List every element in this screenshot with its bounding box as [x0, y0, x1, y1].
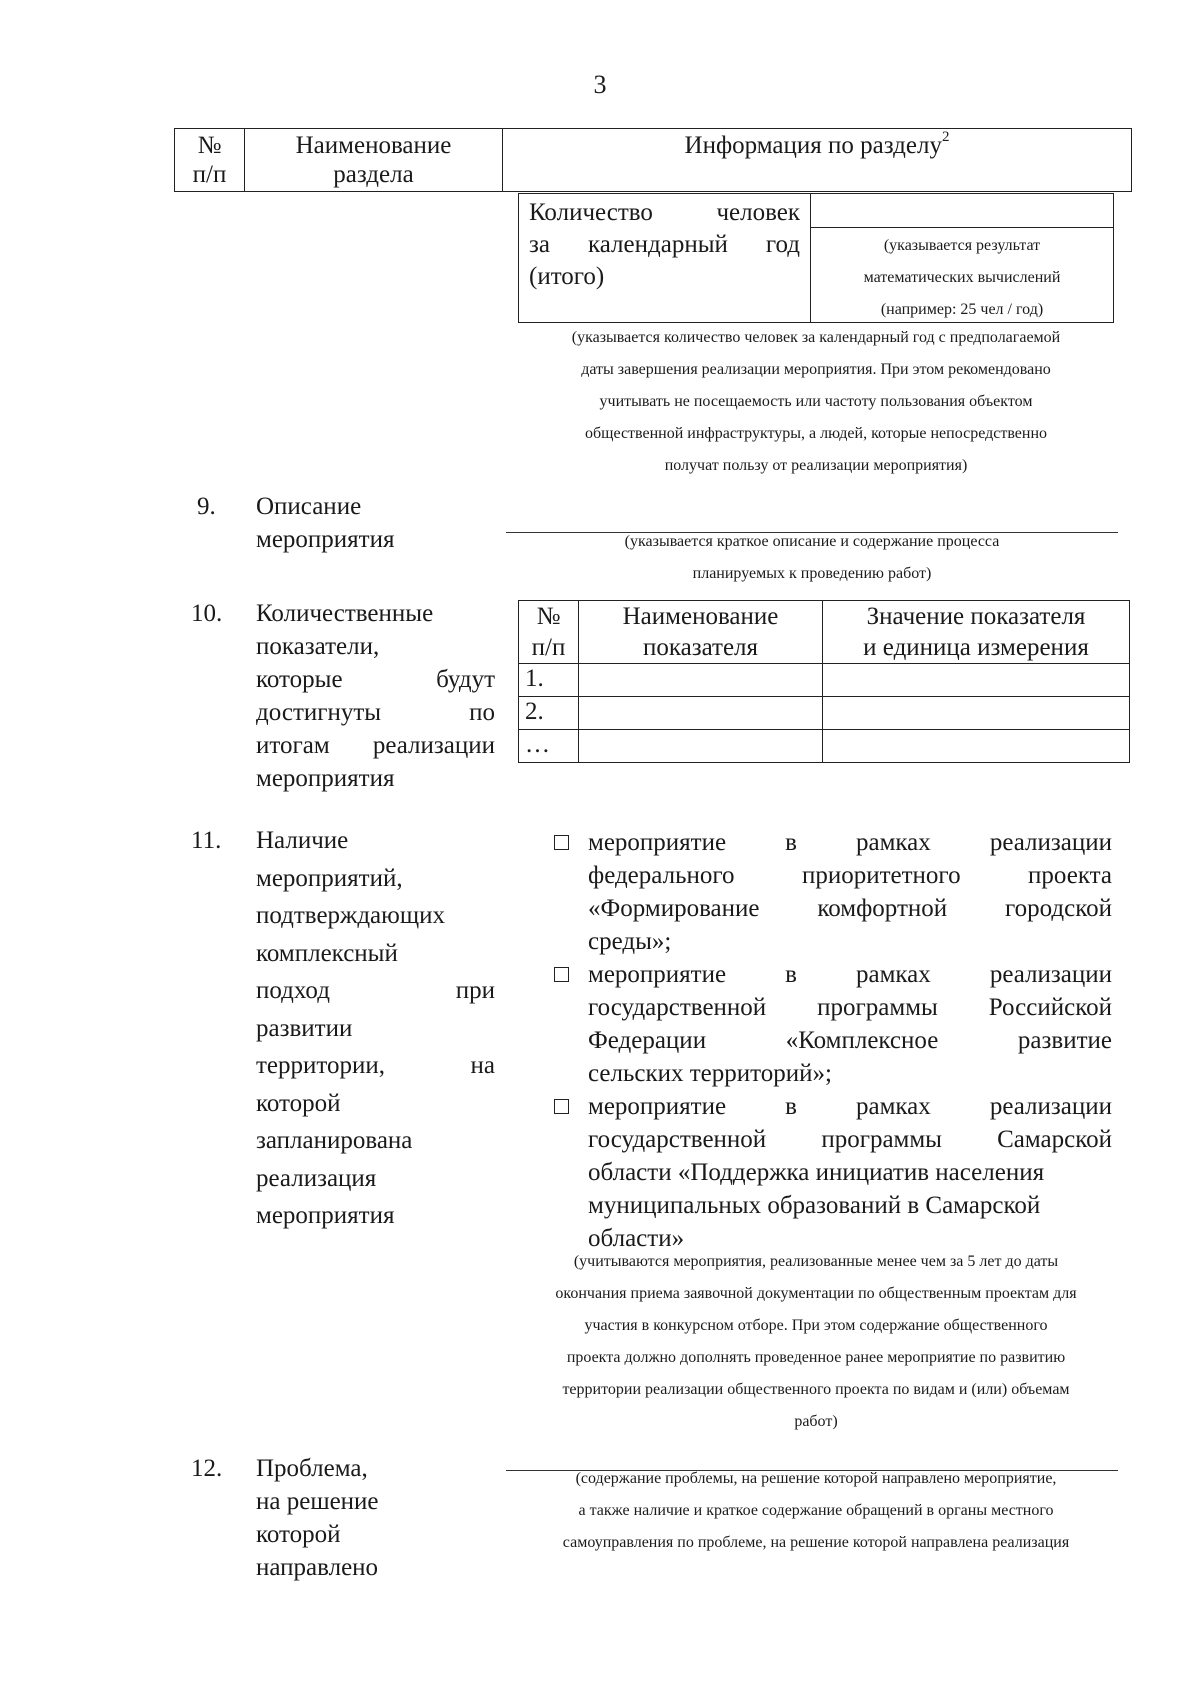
- w: программы: [817, 994, 938, 1021]
- label-word: (итого): [529, 263, 605, 290]
- title-word: которой: [256, 1089, 341, 1117]
- table-row: [519, 730, 1130, 763]
- title-word: комплексный: [256, 939, 398, 967]
- label-word: за: [529, 231, 550, 258]
- note-line: проекта должно дополнять проведенное ранее мероприятие по развитию: [566, 1349, 1066, 1366]
- section-12-title: [256, 1452, 379, 1584]
- note-line: получат пользу от реализации мероприятия): [664, 457, 968, 474]
- header-line: №: [536, 603, 561, 630]
- w: реализации: [989, 961, 1112, 988]
- header-num-line2: п/п: [192, 161, 227, 188]
- header-col-number: [175, 129, 245, 191]
- title-line: [256, 1160, 495, 1198]
- row-value-cell[interactable]: [823, 730, 1130, 763]
- indicators-table: [518, 600, 1130, 763]
- row-number: …: [519, 730, 579, 763]
- w: федерального: [588, 862, 735, 889]
- note-line: общественной инфраструктуры, а людей, которые непосредственно: [584, 425, 1048, 442]
- w: муниципальных образований в Самарской: [588, 1192, 1041, 1219]
- title-line: мероприятия: [256, 526, 395, 553]
- title-line: [256, 630, 495, 663]
- title-word: мероприятий,: [256, 864, 403, 892]
- value-underline: [811, 227, 1113, 228]
- title-line: [256, 897, 495, 935]
- label-word: человек: [716, 199, 800, 226]
- title-line: Проблема,: [256, 1455, 368, 1482]
- title-word: развитии: [256, 1014, 353, 1042]
- header-line: Наименование: [622, 603, 779, 630]
- header-table: [174, 128, 1132, 192]
- title-word: достигнуты: [256, 699, 382, 726]
- title-word: показатели,: [256, 633, 380, 660]
- w: Российской: [988, 994, 1112, 1021]
- w: реализации: [989, 1093, 1112, 1120]
- section-10-number: 10.: [191, 600, 223, 627]
- w: государственной: [588, 994, 767, 1021]
- title-line: [256, 1047, 495, 1085]
- page-number: 3: [593, 70, 607, 99]
- section-9-number: 9.: [197, 493, 216, 520]
- title-word: на: [470, 1052, 495, 1079]
- header-line: Значение показателя: [866, 603, 1086, 630]
- w: области»: [588, 1225, 685, 1252]
- w: мероприятие: [588, 829, 727, 856]
- description-note: [506, 526, 1118, 590]
- row-value-cell[interactable]: [823, 697, 1130, 730]
- section-9-title: [256, 490, 394, 556]
- w: среды»;: [588, 928, 672, 955]
- title-word: которые: [256, 666, 343, 693]
- w: программы: [821, 1126, 942, 1153]
- title-word: реализации: [372, 732, 495, 759]
- note-line: самоуправления по проблеме, на решение которой направлена реализация: [562, 1534, 1070, 1551]
- w: в: [785, 1093, 797, 1120]
- header-line: показателя: [642, 634, 759, 661]
- option-1-checkbox[interactable]: [554, 835, 569, 850]
- section-11-number: 11.: [191, 827, 222, 854]
- header-num-line1: №: [197, 132, 222, 159]
- row-number: 2.: [519, 697, 579, 730]
- title-word: подход: [256, 977, 330, 1004]
- title-line: [256, 696, 495, 729]
- w: «Комплексное: [785, 1027, 939, 1054]
- indicators-header-row: [519, 601, 1130, 664]
- section-11-title: [256, 822, 495, 1235]
- note-line: (указывается краткое описание и содержание процесса: [624, 533, 1000, 550]
- people-count-note: [518, 322, 1114, 482]
- header-info-text: Информация по разделу: [684, 132, 942, 159]
- label-word: Количество: [529, 199, 653, 226]
- w: реализации: [989, 829, 1112, 856]
- w: проекта: [1028, 862, 1112, 889]
- title-word: мероприятия: [256, 765, 395, 792]
- title-line: [256, 1085, 495, 1123]
- title-word: реализация: [256, 1164, 377, 1192]
- note-line: окончания приема заявочной документации по общественным проектам для: [555, 1285, 1077, 1302]
- title-line: [256, 729, 495, 762]
- w: мероприятие: [588, 1093, 727, 1120]
- w: сельских территорий»;: [588, 1060, 832, 1087]
- w: развитие: [1017, 1027, 1112, 1054]
- title-line: [256, 597, 495, 630]
- w: мероприятие: [588, 961, 727, 988]
- option-2-checkbox[interactable]: [554, 967, 569, 982]
- row-name-cell[interactable]: [579, 697, 823, 730]
- note-line: (учитываются мероприятия, реализованные менее чем за 5 лет до даты: [573, 1253, 1059, 1270]
- row-name-cell[interactable]: [579, 730, 823, 763]
- title-line: [256, 1197, 495, 1235]
- w: комфортной: [817, 895, 948, 922]
- w: «Формирование: [588, 895, 760, 922]
- table-row: [519, 697, 1130, 730]
- footnote-mark: 2: [941, 129, 950, 145]
- note-line: учитывать не посещаемость или частоту пользования объектом: [599, 393, 1033, 410]
- value-hint: [811, 230, 1113, 326]
- title-line: [256, 972, 495, 1010]
- section-10-title: [256, 597, 495, 795]
- w: приоритетного: [801, 862, 961, 889]
- title-word: Наличие: [256, 827, 349, 854]
- note-line: а также наличие и краткое содержание обращений в органы местного: [578, 1502, 1054, 1519]
- header-name-line1: Наименование: [295, 132, 452, 159]
- w: в: [785, 829, 797, 856]
- title-word: Количественные: [256, 600, 434, 627]
- header-name-line2: раздела: [333, 161, 414, 188]
- w: государственной: [588, 1126, 767, 1153]
- title-word: будут: [436, 666, 495, 693]
- label-word: календарный: [587, 231, 728, 258]
- title-line: [256, 762, 495, 795]
- option-3-text: [588, 1090, 1112, 1255]
- title-line: [256, 1010, 495, 1048]
- section-11-note: [506, 1246, 1126, 1438]
- note-line: даты завершения реализации мероприятия. При этом рекомендовано: [581, 361, 1051, 378]
- w: Самарской: [997, 1126, 1112, 1153]
- section-12-number: 12.: [191, 1455, 223, 1482]
- title-line: направлено: [256, 1554, 379, 1581]
- hint-line: (указывается результат: [883, 237, 1041, 254]
- w: рамках: [855, 1093, 931, 1120]
- w: городской: [1005, 895, 1112, 922]
- people-count-label: [519, 194, 811, 322]
- title-word: итогам: [256, 732, 330, 759]
- header-col-info: [503, 129, 1131, 193]
- title-word: запланирована: [256, 1127, 413, 1154]
- w: рамках: [855, 829, 931, 856]
- title-line: на решение: [256, 1488, 379, 1515]
- indicators-header-number: [519, 601, 579, 664]
- row-name-cell[interactable]: [579, 664, 823, 697]
- title-word: подтверждающих: [256, 902, 445, 929]
- note-line: территории реализации общественного проекта по видам и (или) объемам: [562, 1381, 1070, 1398]
- title-word: при: [455, 977, 495, 1004]
- title-line: [256, 822, 495, 860]
- w: рамках: [855, 961, 931, 988]
- header-col-name: [245, 129, 503, 191]
- note-line: участия в конкурсном отборе. При этом содержание общественного: [584, 1317, 1048, 1334]
- note-line: планируемых к проведению работ): [692, 565, 932, 582]
- header-line: п/п: [531, 634, 566, 661]
- title-word: мероприятия: [256, 1202, 395, 1229]
- title-line: [256, 1122, 495, 1160]
- title-line: [256, 663, 495, 696]
- option-1-text: [588, 826, 1112, 958]
- indicators-header-name: [579, 601, 823, 664]
- w: области «Поддержка инициатив населения: [588, 1159, 1045, 1186]
- title-line: [256, 935, 495, 973]
- people-count-value-field[interactable]: [811, 194, 1113, 322]
- option-3-checkbox[interactable]: [554, 1099, 569, 1114]
- label-word: год: [765, 231, 800, 258]
- title-word: территории,: [256, 1052, 386, 1079]
- section-12-note: [506, 1463, 1126, 1559]
- w: Федерации: [588, 1027, 707, 1054]
- hint-line: математических вычислений: [863, 269, 1061, 286]
- table-row: [519, 664, 1130, 697]
- title-line: [256, 860, 495, 898]
- note-line: (указывается количество человек за календарный год с предполагаемой: [571, 329, 1061, 346]
- people-count-box: [518, 193, 1114, 323]
- note-line: работ): [794, 1413, 838, 1430]
- row-value-cell[interactable]: [823, 664, 1130, 697]
- note-line: (содержание проблемы, на решение которой направлено мероприятие,: [575, 1470, 1057, 1487]
- header-line: и единица измерения: [863, 634, 1089, 661]
- row-number: 1.: [519, 664, 579, 697]
- hint-line: (например: 25 чел / год): [880, 301, 1044, 318]
- w: в: [785, 961, 797, 988]
- indicators-header-value: [823, 601, 1130, 664]
- title-line: Описание: [256, 493, 362, 520]
- title-word: по: [469, 699, 495, 726]
- title-line: которой: [256, 1521, 341, 1548]
- option-2-text: [588, 958, 1112, 1090]
